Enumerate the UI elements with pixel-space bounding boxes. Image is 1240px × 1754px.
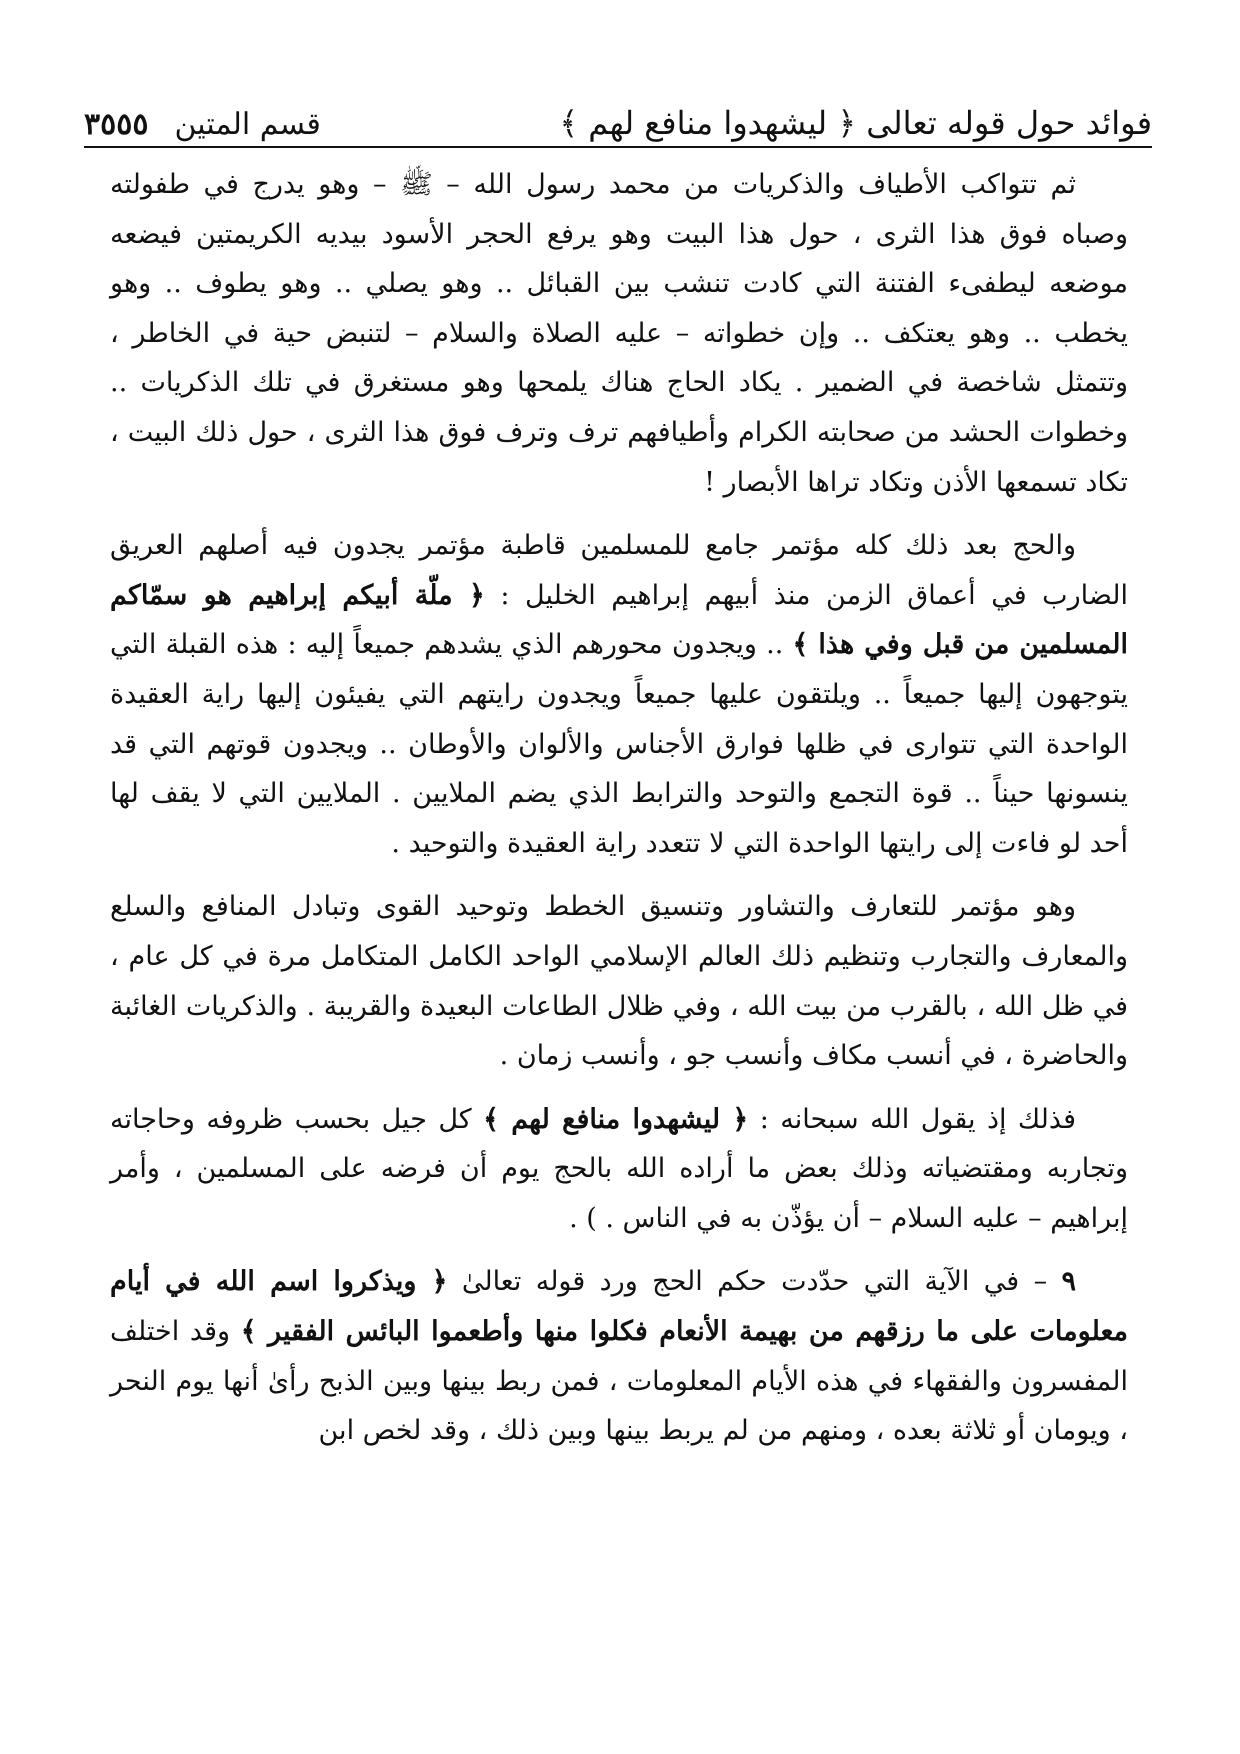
running-header [84,82,1152,142]
paragraph-text: فذلك إذ يقول الله سبحانه : [748,1103,1076,1135]
quran-verse: ﴿ ملّة أبيكم إبراهيم هو سمّاكم المسلمين من قبل وفي هذا ﴾ [110,579,1128,661]
paragraph-2 [110,521,1128,868]
quran-verse: ﴿ ليشهدوا منافع لهم ﴾ [483,1103,749,1135]
header-left-group [84,107,321,142]
paragraph-4 [110,1095,1128,1244]
paragraph-text: كل جيل بحسب ظروفه وحاجاته وتجاربه ومقتضياته وذلك بعض ما أراده الله بالحج يوم أن فرضه على المسلمين ، وأمر إبراهيم – عليه السلام – أن يؤذّن به في الناس . ) . [110,1103,1128,1234]
paragraph-5 [110,1257,1128,1455]
paragraph-text: ثم تتواكب الأطياف والذكريات من محمد رسول الله – ﷺ – وهو يدرج في طفولته وصباه فوق هذا الثرى ، حول هذا البيت وهو يرفع الحجر الأسود بيديه الكريمتين فيضعه موضعه ليطفىء الفتنة التي كادت تنشب بين القبائل .. وهو يصلي .. وهو يطوف .. وهو يخطب .. وهو يعتكف .. وإن خطواته – عليه الصلاة والسلام – لتنبض حية في الخاطر ، وتتمثل شاخصة في الضمير . يكاد الحاج هناك يلمحها وهو مستغرق في تلك الذكريات .. وخطوات الحشد من صحابته الكرام وأطيافهم ترف وترف فوق هذا الثرى ، حول ذلك البيت ، تكاد تسمعها الأذن وتكاد تراها الأبصار ! [110,169,1128,498]
paragraph-text: وهو مؤتمر للتعارف والتشاور وتنسيق الخطط وتوحيد القوى وتبادل المنافع والسلع والمعارف والتجارب وتنظيم ذلك العالم الإسلامي الواحد الكامل المتكامل مرة في كل عام ، في ظل الله ، بالقرب من بيت الله ، وفي ظلال الطاعات البعيدة والقريبة . والذكريات الغائبة والحاضرة ، في أنسب مكاف وأنسب جو ، وأنسب زمان . [110,891,1128,1072]
item-number: ٩ [1061,1266,1076,1298]
paragraph-text: والحج بعد ذلك كله مؤتمر جامع للمسلمين قاطبة مؤتمر يجدون فيه أصلهم العريق الضارب في أعماق الزمن منذ أبيهم إبراهيم الخليل : [110,530,1128,611]
paragraph-text: .. ويجدون محورهم الذي يشدهم جميعاً إليه : هذه القبلة التي يتوجهون إليها جميعاً .. ويلتقون عليها جميعاً ويجدون رايتهم التي يفيئون إليها راية العقيدة الواحدة التي تتوارى في ظلها فوارق الأجناس والألوان والأوطان .. ويجدون قوتهم التي قد ينسونها حيناً .. قوة التجمع والتوحد والترابط الذي يضم الملايين . الملايين التي لا يقف لها أحد لو فاءت إلى رايتها الواحدة التي لا تتعدد راية العقيدة والتوحيد . [110,629,1129,859]
paragraph-3 [110,882,1128,1080]
header-rule [84,146,1152,148]
quran-verse: ﴿ ويذكروا اسم الله في أيام معلومات على ما رزقهم من بهيمة الأنعام فكلوا منها وأطعموا البائس الفقير ﴾ [110,1266,1128,1348]
page-number: ٣٥٥٥ [84,107,149,142]
paragraph-1 [110,160,1128,507]
body-text [110,160,1128,1456]
running-title: فوائد حول قوله تعالى ﴿ ليشهدوا منافع لهم ﴾ [559,104,1152,142]
paragraph-text: وقد اختلف المفسرون والفقهاء في هذه الأيام المعلومات ، فمن ربط بينها وبين الذبح رأىٰ أنها يوم النحر ، ويومان أو ثلاثة بعده ، ومنهم من لم يربط بينها وبين ذلك ، وقد لخص ابن [110,1316,1128,1447]
section-name: قسم المتين [174,107,321,142]
paragraph-text: – في الآية التي حدّدت حكم الحج ورد قوله تعالىٰ [447,1266,1062,1298]
